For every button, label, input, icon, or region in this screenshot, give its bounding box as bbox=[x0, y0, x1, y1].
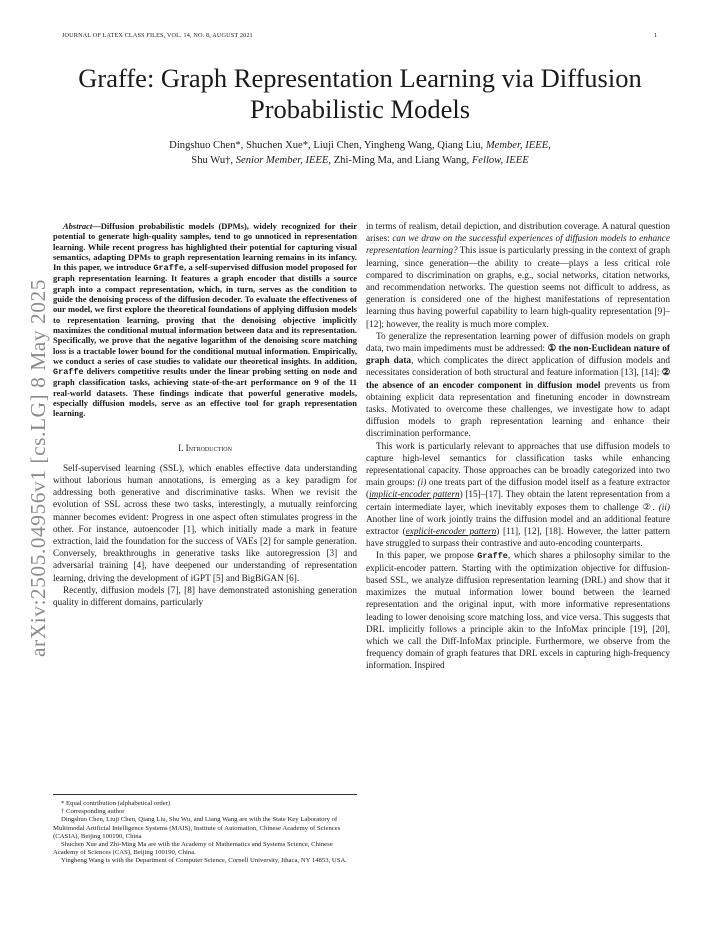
abstract-label: Abstract bbox=[63, 221, 93, 231]
impediment-1: ① the non-Euclidean nature of graph data bbox=[366, 344, 670, 367]
author-name: Shu Wu†, bbox=[191, 155, 234, 166]
arxiv-identifier: arXiv:2505.04956v1 [cs.LG] 8 May 2025 bbox=[26, 279, 50, 657]
body-paragraph bbox=[366, 441, 670, 551]
abstract-text: —Diffusion probabilistic models (DPMs), widely recognized for their potential to generate high-quality samples, tend to go unnoticed in representation learning. While recent progress has highlighted their potential for capturing visual semantics, adapting DPMs to graph representation learning remains in its infancy. In this paper, we introduce bbox=[53, 221, 357, 273]
author-role: Senior Member, IEEE, bbox=[235, 155, 332, 166]
section-number: I. bbox=[178, 442, 184, 453]
body-text: one treats part of the diffusion model itself as a feature extractor ( bbox=[366, 478, 670, 501]
body-text: This work is particularly relevant to approaches that use diffusion models to capture high-level semantics for classification tasks while enhancing representational capacity. Those approaches can be broadly categorized into two main groups: bbox=[366, 441, 670, 489]
body-paragraph bbox=[366, 221, 670, 331]
body-text: in terms of realism, detail depiction, and distribution coverage. A natural question arises: bbox=[366, 222, 670, 245]
enum-marker: (i) bbox=[417, 478, 427, 489]
paper-title: Graffe: Graph Representation Learning via Diffusion Probabilistic Models bbox=[78, 63, 642, 124]
abstract-text: delivers competitive results under the linear probing setting on node and graph classification tasks, achieving state-of-the-art performance on 9 of the 11 real-world datasets. These findings indicate that powerful generative models, especially diffusion models, serve as an effective tool for graph representation learning. bbox=[53, 366, 357, 419]
authors-line1: Dingshuo Chen*, Shuchen Xue*, Liuji Chen, Yingheng Wang, Qiang Liu, bbox=[169, 140, 484, 151]
body-text: ) [15]–[17]. They obtain the latent representation from a certain intermediate layer, which inevitably exposes them to challenge ②. bbox=[366, 490, 670, 513]
implicit-encoder-term: implicit-encoder pattern bbox=[369, 490, 460, 501]
authors-line2: Zhi-Ming Ma, and Liang Wang, bbox=[333, 155, 470, 166]
footnote-equal-contribution: * Equal contribution (alphabetical order) bbox=[61, 800, 171, 807]
body-text: Another line of work jointly trains the diffusion model and an additional feature extractor ( bbox=[366, 514, 670, 538]
section-heading-introduction bbox=[53, 442, 357, 454]
intro-paragraph: Recently, diffusion models [7], [8] have demonstrated astonishing generation quality in different domains, particularly bbox=[53, 585, 357, 609]
body-text: prevents us from obtaining explicit data representation and finetuning encoder in downstream tasks. Motivated to overcome these challenges, we investigate how to adapt diffusion models to graph representation learning and enhance their discrimination performance. bbox=[366, 380, 671, 440]
enum-marker: (ii) bbox=[658, 502, 670, 513]
running-header: JOURNAL OF LATEX CLASS FILES, VOL. 14, NO. 8, AUGUST 2021 bbox=[62, 32, 253, 39]
body-text: , which shares a philosophy similar to the explicit-encoder pattern. Starting with the optimization objective for diffusion-based SSL, we analyze diffusion representation learning (DRL) and show that it maximizes the mutual information lower bound between the learned representation and the original input, with more informative representations leading to lower denoising score matching loss, and vice versa. This suggests that DRL implicitly follows a principle akin to the InfoMax principle [19], [20], which we call the Diff-InfoMax principle. Furthermore, we observe from the frequency domain of graph features that DRL excels in capturing high-frequency information. Inspired bbox=[366, 551, 670, 672]
section-title: Introduction bbox=[185, 442, 232, 453]
footnote-corresponding: † Corresponding author bbox=[61, 808, 125, 816]
abstract bbox=[53, 221, 357, 419]
footnotes bbox=[53, 794, 357, 866]
footnote-affiliation: Dingshuo Chen, Liuji Chen, Qiang Liu, Shu Wu, and Liang Wang are with the State Key Laboratory of Multimodal Artificial Intelligence Systems (MAIS), Institute of Automation, Chinese Academy of Sciences (CASIA), Beijing 100190, China bbox=[53, 816, 341, 840]
body-paragraph bbox=[366, 331, 670, 441]
author-role: Fellow, IEEE bbox=[471, 155, 529, 166]
method-name: Graffe bbox=[477, 551, 508, 562]
footnote-affiliation: Shuchen Xue and Zhi-Ming Ma are with the Academy of Mathematics and Systems Science, Chinese Academy of Sciences (CAS), Beijing 100190, China. bbox=[53, 841, 333, 857]
footnote-affiliation: Yingheng Wang is with the Department of Computer Science, Cornell University, Ithaca, NY 14853, USA. bbox=[61, 857, 347, 865]
page-number: 1 bbox=[654, 32, 658, 39]
method-name: Graffe bbox=[153, 263, 185, 274]
body-text: This issue is particularly pressing in the context of graph learning, since generation—the ability to create—plays a less critical role compared to discrimination on graphs, e.g., social networks, citation networks, and recommendation networks. The question seems not difficult to address, as generation is considered one of the highest manifestations of representation learning thus having powerful capability to learn high-quality representation [9]–[12]; however, the reality is much more complex. bbox=[366, 246, 670, 330]
abstract-text: , a self-supervised diffusion model proposed for graph representation learning. It features a graph encoder that distills a source graph into a compact representation, which, in turn, serves as the condition to guide the denoising process of the diffusion decoder. To evaluate the effectiveness of our model, we first explore the theoretical foundations of applying diffusion models to representation learning, proving that the denoising objective implicitly maximizes the conditional mutual information between data and its representation. Specifically, we prove that the negative logarithm of the denoising score matching loss is a tractable lower bound for the conditional mutual information. Empirically, we conduct a series of case studies to validate our theoretical insights. In addition, bbox=[53, 262, 357, 366]
left-column bbox=[53, 221, 357, 609]
body-text: In this paper, we propose bbox=[376, 551, 478, 562]
body-text: To generalize the representation learning power of diffusion models on graph data, two main impediments must be addressed: bbox=[366, 331, 670, 355]
intro-paragraph: Self-supervised learning (SSL), which enables effective data understanding without laborious human annotations, is emerging as a key paradigm for addressing both generative and discriminative tasks. When we revisit the evolution of SSL across these two tasks, interestingly, a mutually reinforcing manner becomes evident: Progress in one aspect often stimulates progress in the other. For instance, autoencoder [1], which initially made a mark in feature extraction, laid the foundation for the success of VAEs [2] for sample generation. Conversely, breakthroughs in generative tasks like autoregression [3] and adversarial training [4], have deepened our understanding of representation learning, driving the development of iGPT [5] and BigBiGAN [6]. bbox=[53, 463, 357, 584]
body-text: ) [11], [12], [18]. However, the latter pattern have struggled to surpass their contrastive and auto-encoding counterparts. bbox=[366, 527, 670, 550]
body-text: , which complicates the direct application of diffusion models and necessitates consideration of both structural and feature information [13], [14]; bbox=[366, 356, 670, 379]
research-question: can we draw on the successful experiences of diffusion models to enhance representation learning? bbox=[366, 234, 670, 257]
impediment-2: ② the absence of an encoder component in diffusion model bbox=[366, 368, 670, 391]
body-paragraph bbox=[366, 550, 670, 672]
author-list bbox=[50, 138, 670, 168]
right-column bbox=[366, 221, 670, 673]
explicit-encoder-term: explicit-encoder pattern bbox=[405, 527, 497, 538]
method-name: Graffe bbox=[53, 367, 84, 378]
author-role: Member, IEEE, bbox=[485, 140, 551, 151]
